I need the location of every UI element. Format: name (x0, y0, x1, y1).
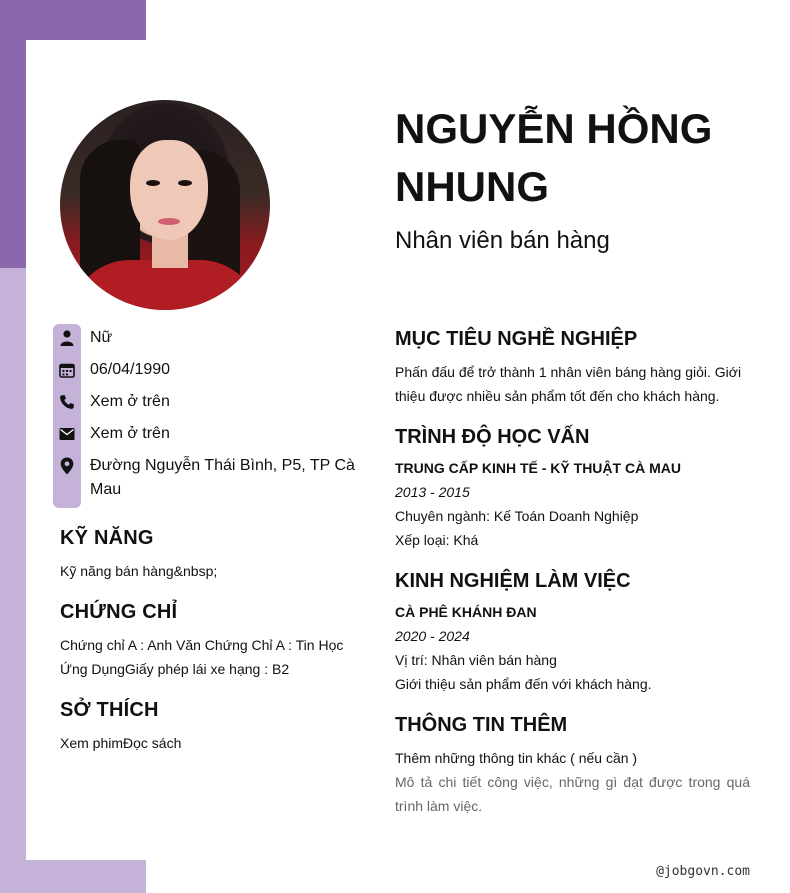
email-icon (58, 425, 76, 443)
objective-text: Phấn đấu để trở thành 1 nhân viên báng hàng giỏi. Giới thiệu được nhiều sản phẩm tốt đến cho khách hàng. (395, 364, 742, 404)
contact-phone (58, 390, 170, 411)
skills-heading: KỸ NĂNG (60, 527, 154, 549)
extra-info-line: Thêm những thông tin khác ( nếu cần ) (395, 750, 638, 766)
experience-company: CÀ PHÊ KHÁNH ĐAN (395, 604, 537, 620)
location-pin-icon (58, 457, 76, 475)
certificates-text: Chứng chỉ A : Anh Văn Chứng Chỉ A : Tin Học Ứng DụngGiấy phép lái xe hạng : B2 (60, 637, 344, 677)
phone-icon (58, 393, 76, 411)
education-school: TRUNG CẤP KINH TẾ - KỸ THUẬT CÀ MAU (395, 460, 681, 476)
contact-phone-text: Xem ở trên (90, 393, 170, 410)
hobbies-text: Xem phimĐọc sách (60, 735, 182, 751)
contact-gender-text: Nữ (90, 329, 113, 346)
person-icon (58, 329, 76, 347)
contact-email (58, 422, 170, 443)
hobbies-heading: SỞ THÍCH (60, 699, 159, 721)
contact-gender (58, 326, 113, 347)
candidate-role: Nhân viên bán hàng (395, 227, 610, 254)
education-heading: TRÌNH ĐỘ HỌC VẤN (395, 426, 590, 448)
contact-birthdate (58, 358, 171, 379)
experience-heading: KINH NGHIỆM LÀM VIỆC (395, 570, 631, 592)
education-period: 2013 - 2015 (395, 484, 470, 500)
contact-address-text: Đường Nguyễn Thái Bình, P5, TP Cà Mau (90, 457, 355, 498)
calendar-icon (58, 361, 76, 379)
contact-birthdate-text: 06/04/1990 (90, 361, 171, 378)
contact-address (58, 454, 355, 498)
education-major: Chuyên ngành: Kế Toán Doanh Nghiệp (395, 508, 639, 524)
extra-info-description: Mô tả chi tiết công việc, những gì đạt được trong quá trình làm việc. (395, 774, 750, 814)
skills-text: Kỹ năng bán hàng&nbsp; (60, 563, 218, 579)
profile-photo (60, 100, 270, 310)
contact-email-text: Xem ở trên (90, 425, 170, 442)
education-rank: Xếp loại: Khá (395, 532, 479, 548)
contact-icon-strip (53, 324, 81, 508)
watermark: @jobgovn.com (656, 864, 750, 879)
certificates-heading: CHỨNG CHỈ (60, 601, 178, 623)
experience-position: Vị trí: Nhân viên bán hàng (395, 652, 557, 668)
experience-period: 2020 - 2024 (395, 628, 470, 644)
experience-description: Giới thiệu sản phẩm đến với khách hàng. (395, 676, 652, 692)
objective-heading: MỤC TIÊU NGHỀ NGHIỆP (395, 328, 638, 350)
extra-info-heading: THÔNG TIN THÊM (395, 714, 568, 736)
candidate-name: NGUYỄN HỒNG NHUNG (395, 105, 713, 210)
